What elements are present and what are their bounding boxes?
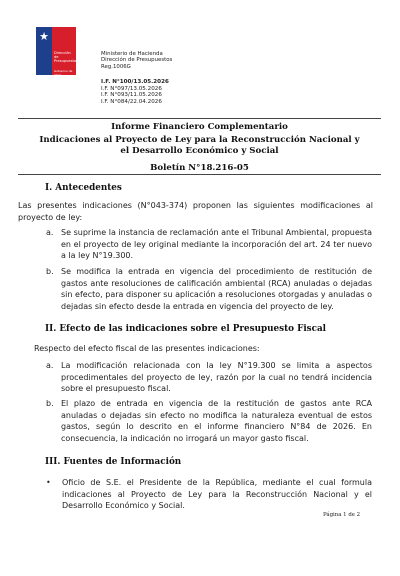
section-heading-fiscal-effect: II. Efecto de las indicaciones sobre el Presupuesto Fiscal <box>45 324 327 334</box>
list-item-text: El plazo de entrada en vigencia de la restitución de gastos ante RCA anuladas o dejadas sin efecto no modifica la naturaleza eventual de estos gastos, según lo descrito en el informe financiero N°84 de 2026. En consecuencia, la indicación no irrogará un mayor gasto fiscal. <box>61 399 372 443</box>
previous-report-number: I.F. N°097/13.05.2026 <box>101 85 162 92</box>
section2-intro: Respecto del efecto fiscal de las presentes indicaciones: <box>34 344 260 353</box>
title-box <box>18 118 381 175</box>
list-item-text: La modificación relacionada con la ley N°19.300 se limita a aspectos procedimentales del proyecto de ley, razón por la cual no tendrá incidencia sobre el presupuesto fiscal. <box>61 361 372 394</box>
star-icon: ★ <box>39 30 49 43</box>
list-marker: b. <box>46 399 54 408</box>
logo-blue-strip <box>36 48 52 75</box>
reg-label: Reg.1006G <box>101 63 131 70</box>
logo-line1: Dirección de <box>54 51 71 59</box>
report-numbers <box>101 79 169 105</box>
list-marker: b. <box>46 267 54 276</box>
bullet-icon: • <box>46 478 51 487</box>
previous-report-number: I.F. N°084/22.04.2026 <box>101 98 162 105</box>
list-item-text: Se suprime la instancia de reclamación ante el Tribunal Ambiental, propuesta en el proyecto de ley original mediante la incorporación del art. 24 ter nuevo a la ley N°19.300. <box>61 228 372 261</box>
list-marker: a. <box>46 228 54 237</box>
directorate-label: Dirección de Presupuestos <box>101 57 173 64</box>
logo-blue-block <box>36 27 52 48</box>
page-number: Página 1 de 2 <box>323 512 361 518</box>
bulletin-number: Boletín N°18.216-05 <box>150 163 249 173</box>
logo-red-block <box>52 27 76 75</box>
header-info <box>101 51 172 70</box>
list-marker: a. <box>46 361 54 370</box>
section-heading-antecedentes: I. Antecedentes <box>45 183 122 193</box>
current-report-number: I.F. N°100/13.05.2026 <box>101 79 169 85</box>
logo-line3: Gobierno de Chile <box>54 69 73 77</box>
report-type-title: Informe Financiero Complementario <box>111 122 288 132</box>
logo-line2: Presupuestos <box>54 59 78 63</box>
ministry-label: Ministerio de Hacienda <box>101 51 163 57</box>
previous-report-number: I.F. N°093/11.05.2026 <box>101 92 162 99</box>
bill-title: Indicaciones al Proyecto de Ley para la Reconstrucción Nacional y el Desarrollo Económico y Social <box>39 135 360 156</box>
list-item-text: Se modifica la entrada en vigencia del procedimiento de restitución de gastos ante resoluciones de calificación ambiental (RCA) anuladas o dejadas sin efecto, para disponer su aplicación a resoluciones otorgadas y anuladas o dejadas sin efecto desde la entrada en vigencia del proyecto de ley. <box>61 267 372 311</box>
list-item-text: Oficio de S.E. el Presidente de la República, mediante el cual formula indicaciones al Proyecto de Ley para la Reconstrucción Nacional y el Desarrollo Económico y Social. <box>62 478 372 511</box>
section1-intro: Las presentes indicaciones (N°043-374) proponen las siguientes modificaciones al proyecto de ley: <box>18 201 373 222</box>
government-logo <box>36 27 76 84</box>
section-heading-sources: III. Fuentes de Información <box>45 457 182 467</box>
